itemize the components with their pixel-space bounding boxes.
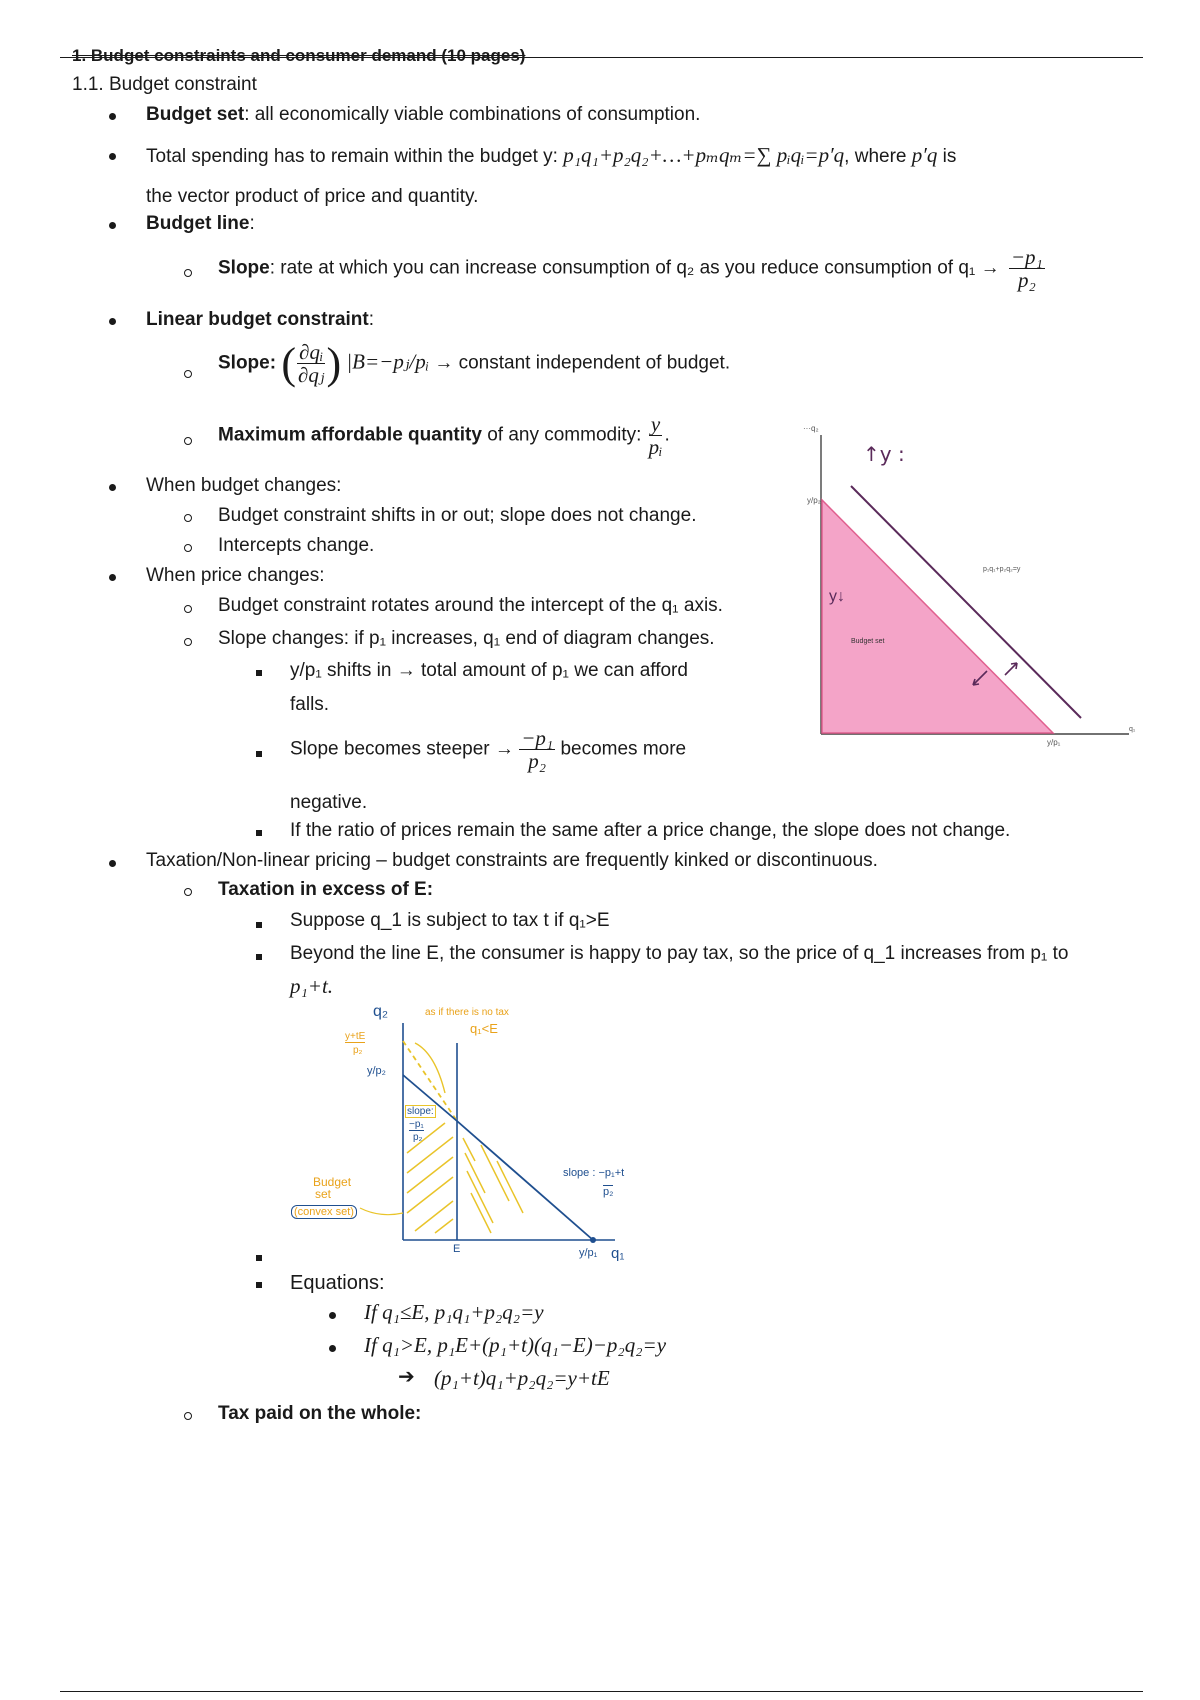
figure2-y-p2: y/p₂ [367,1065,386,1077]
page-heading: 1. Budget constraints and consumer demand (10 pages) [72,46,526,65]
figure1-y-label: ↑y : [863,442,905,466]
figure2-convex: (convex set) [291,1205,357,1219]
bullet-circle [184,605,192,613]
max-qty-term: Maximum affordable quantity [218,424,482,446]
figure2-yte-num: y+tE [345,1031,366,1042]
bullet-circle [184,638,192,646]
price-slope-item: Slope changes: if p₁ increases, q₁ end of diagram changes. [218,628,715,649]
figure2-intercept-dot [590,1237,596,1243]
section-heading: 1.1. Budget constraint [72,74,257,95]
slope-partial-text: → constant independent of budget. [434,352,731,374]
slope-fraction-den: p₂ [1017,268,1036,293]
budget-line-item [146,213,255,235]
budget-set-term: Budget set [146,104,245,125]
figure1-y-side: y↓ [829,588,845,605]
total-spending-formula: p₁q₁+p₂q₂+…+pₘqₘ=∑ pᵢqᵢ=p′q [563,143,845,167]
budget-set-text: : all economically viable combinations of consumption. [244,104,701,125]
bullet [329,1345,336,1352]
bullet-circle [184,888,192,896]
figure1-x-intercept: y/p₁ [1047,738,1061,747]
taxation-title: Taxation/Non-linear pricing – budget constraints are frequently kinked or discontinuous. [146,850,878,871]
budget-changes-title: When budget changes: [146,475,342,496]
budget-line-colon: : [249,213,255,234]
figure2-no-tax: as if there is no tax [425,1007,509,1018]
figure2-slope-a: slope: [407,1106,434,1117]
linear-constraint-item [146,309,374,331]
steeper-item [290,727,686,772]
max-qty-fraction [647,413,665,458]
price-rotates-item: Budget constraint rotates around the intercept of the q₁ axis. [218,595,723,616]
figure2-slope-a-den: p₂ [413,1132,423,1143]
figure1-budget-set [822,500,1053,733]
bullet-square [256,751,262,757]
slope-rate-text: : rate at which you can increase consumption of q₂ as you reduce consumption of q₁ → [269,257,1000,279]
budget-changes-item: Budget constraint shifts in or out; slope does not change. [218,505,697,526]
budget-set-item [146,104,700,126]
bullet [109,574,116,581]
budget-changes-item: Intercepts change. [218,535,375,556]
bullet-circle [184,544,192,552]
bullet-square [256,670,262,676]
slope-fraction [1009,246,1045,291]
shift-in-item: y/p₁ shifts in → total amount of p₁ we can afford [290,660,688,681]
figure2-slope-b: slope : −p₁+t [563,1167,625,1179]
slope-partial-item: Slope: ( $\frac{\text{∂qᵢ}}{\text{∂qⱼ}}$ ) |B=−pⱼ/pᵢ → constant independent of budget. [218,339,731,388]
bullet [109,318,116,325]
bullet-square [256,954,262,960]
bullet [329,1312,336,1319]
figure2-q1: q₁ [611,1245,625,1262]
figure2-set: set [315,1187,332,1201]
pq-symbol: p′q [911,143,938,167]
slope-term: Slope [218,257,270,279]
figure2-yte-den: p₂ [353,1045,363,1056]
arrow-icon: ➔ [398,1366,415,1388]
suppose-item: Suppose q_1 is subject to tax t if q₁>E [290,910,610,931]
slope-rate-item [218,246,1045,291]
figure2-slope-b-den: p₂ [603,1186,614,1198]
taxation-figure [285,1003,665,1268]
total-spending-cont: the vector product of price and quantity. [146,186,479,207]
figure2-y-p1: y/p₁ [579,1247,598,1259]
left-paren: ( [281,339,296,388]
bullet [109,860,116,867]
linear-term: Linear budget constraint [146,309,369,330]
max-qty-num: y [650,412,661,436]
figure1-line-label: p₁q₁+p₂q₂=y [983,566,1021,573]
figure2-e-label: E [453,1243,461,1255]
figure2-slope-a-num: −p₁ [409,1119,424,1130]
max-qty-den: pᵢ [648,435,663,460]
figure2-budget-line-b [457,1121,593,1240]
steeper-cont: negative. [290,792,368,813]
bullet-circle [184,370,192,378]
shift-in-cont: falls. [290,694,330,715]
total-spending-text: Total spending has to remain within the budget y: [146,146,558,167]
max-qty-text: of any commodity: [487,424,642,446]
figure2-budget-pointer-icon [360,1208,403,1215]
partial-fraction-num: ∂qᵢ [299,339,324,364]
where-text: , where [844,146,907,167]
taxation-svg [285,1003,665,1268]
equation-3: (p₁+t)q₁+p₂q₂=y+tE [434,1366,610,1390]
figure1-intercept: y/p₂ [807,496,821,505]
slope-term: Slope [218,352,270,374]
is-text: is [942,146,957,167]
bullet-square [256,922,262,928]
figure1-x-axis-label: q₁ [1129,726,1136,733]
figure2-q1-lt-e: q₁<E [470,1021,498,1036]
bullet-square [256,1282,262,1288]
bullet [109,222,116,229]
figure2-pointer-icon [415,1043,445,1093]
figure1-axis-top: ···q₂ [803,424,819,433]
equation-2: If q₁>E, p₁E+(p₁+t)(q₁−E)−p₂q₂=y [364,1333,667,1357]
budget-shift-figure [795,420,1145,750]
tax-excess-title: Taxation in excess of E: [218,879,434,900]
slope-partial-rest: |B=−pⱼ/pᵢ [346,349,430,374]
bullet-circle [184,1412,192,1420]
equation-1: If q₁≤E, p₁q₁+p₂q₂=y [364,1300,544,1324]
right-paren: ) [326,339,342,388]
steeper-text: Slope becomes steeper → [290,738,514,760]
bullet [109,113,116,120]
partial-fraction [296,341,326,386]
bullet-circle [184,437,192,445]
tax-whole-title: Tax paid on the whole: [218,1403,422,1424]
slope-fraction-num: −p₁ [1010,245,1043,269]
steeper-den: p₂ [528,749,547,774]
footer-rule [60,1691,1143,1692]
figure2-q2: q₂ [373,1003,389,1020]
beyond-item: Beyond the line E, the consumer is happy to pay tax, so the price of q_1 increases from p₁ to [290,943,1069,964]
bullet-circle [184,514,192,522]
ratio-item: If the ratio of prices remain the same after a price change, the slope does not change. [290,820,1011,841]
bullet-square [256,1255,262,1261]
budget-shift-svg [795,420,1145,750]
arrow-out-icon [1005,663,1017,675]
max-qty-item: Maximum affordable quantity of any commodity: $\frac{y}{\text{pᵢ}}$ . [218,412,670,460]
bullet [109,153,116,160]
bullet-square [256,830,262,836]
steeper-num: −p₁ [521,726,554,750]
bullet [109,484,116,491]
steeper-more: becomes more [560,738,687,760]
budget-line-term: Budget line [146,213,250,234]
linear-colon: : [368,309,375,330]
figure2-budget: Budget [313,1175,352,1189]
beyond-cont: p₁+t. [290,974,334,998]
steeper-fraction [519,727,555,772]
bullet-circle [184,269,192,277]
total-spending-item [146,143,956,168]
figure1-set-label: Budget set [851,638,885,645]
price-changes-title: When price changes: [146,565,325,586]
partial-fraction-den: ∂qⱼ [298,363,325,387]
equations-title: Equations: [290,1272,385,1294]
